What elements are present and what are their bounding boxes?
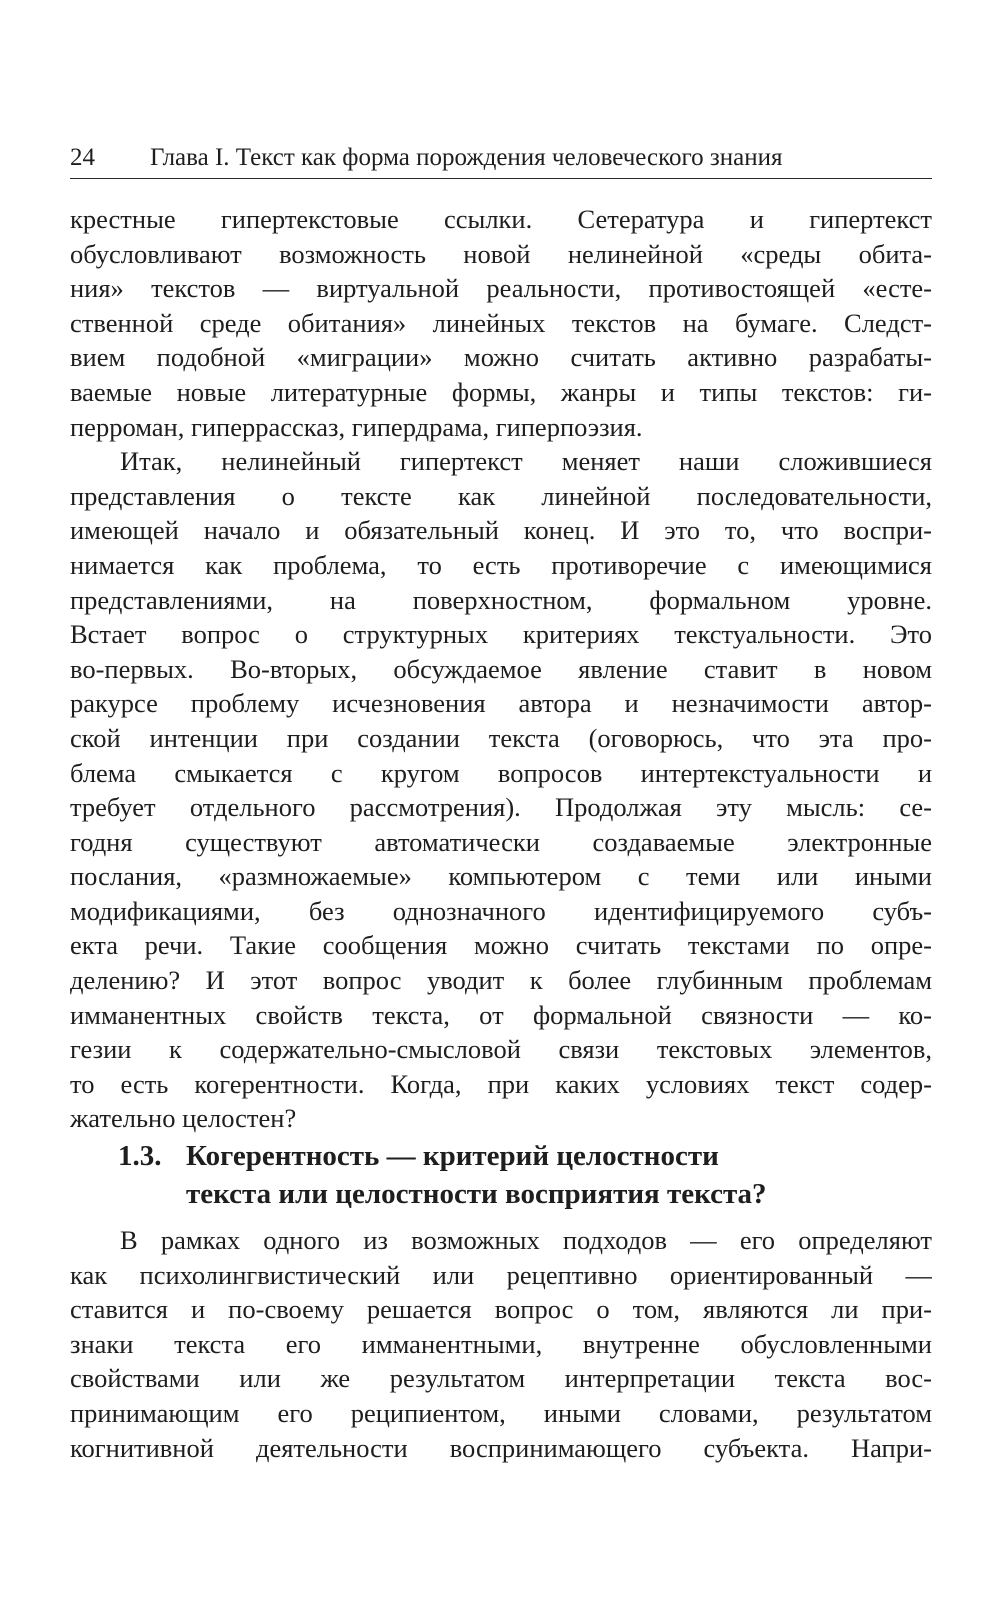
text-line: жательно целостен? bbox=[70, 1103, 297, 1134]
section-heading bbox=[70, 1137, 932, 1213]
text-line: требует отдельного рассмотрения). Продолжая эту мысль: се- bbox=[70, 792, 932, 823]
text-line: ской интенции при создании текста (оговорюсь, что эта про- bbox=[70, 722, 932, 753]
text-line: годня существуют автоматически создаваемые электронные bbox=[70, 826, 932, 857]
text-line: перроман, гиперрассказ, гипердрама, гиперпоэзия. bbox=[70, 411, 643, 442]
text-line: принимающим его реципиентом, иными словами, результатом bbox=[70, 1397, 932, 1428]
paragraph bbox=[70, 202, 932, 444]
text-line: свойствами или же результатом интерпретации текста вос- bbox=[70, 1363, 932, 1394]
text-line: имеющей начало и обязательный конец. И это то, что воспри- bbox=[70, 515, 932, 546]
page-number: 24 bbox=[70, 144, 95, 171]
body-text bbox=[70, 202, 932, 1136]
book-page bbox=[70, 0, 932, 1601]
section-body-text bbox=[70, 1223, 932, 1465]
text-line: во-первых. Во-вторых, обсуждаемое явление ставит в новом bbox=[70, 653, 932, 684]
text-line: гезии к содержательно-смысловой связи текстовых элементов, bbox=[70, 1034, 932, 1065]
text-line: ставится и по-своему решается вопрос о том, являются ли при- bbox=[70, 1294, 932, 1325]
text-line: крестные гипертекстовые ссылки. Сетература и гипертекст bbox=[70, 204, 932, 234]
text-line: модификациями, без однозначного идентифицируемого субъ- bbox=[70, 895, 932, 926]
text-line: ния» текстов — виртуальной реальности, противостоящей «есте- bbox=[70, 273, 932, 304]
running-head bbox=[70, 142, 932, 179]
text-line: ваемые новые литературные формы, жанры и типы текстов: ги- bbox=[70, 376, 932, 407]
text-line: обусловливают возможность новой нелинейной «среды обита- bbox=[70, 238, 932, 269]
text-line: Встает вопрос о структурных критериях текстуальности. Это bbox=[70, 619, 932, 650]
text-line: имманентных свойств текста, от формальной связности — ко- bbox=[70, 999, 932, 1030]
section-title-line: текста или целостности восприятия текста? bbox=[186, 1178, 767, 1210]
chapter-title: Глава I. Текст как форма порождения человеческого знания bbox=[150, 144, 783, 171]
paragraph bbox=[70, 1223, 932, 1465]
paragraph bbox=[70, 444, 932, 1136]
text-line: делению? И этот вопрос уводит к более глубинным проблемам bbox=[70, 965, 932, 996]
text-line: представлениями, на поверхностном, формальном уровне. bbox=[70, 584, 932, 615]
text-line: Итак, нелинейный гипертекст меняет наши сложившиеся bbox=[120, 446, 932, 477]
text-line: вием подобной «миграции» можно считать активно разрабаты- bbox=[70, 342, 932, 373]
text-line: как психолингвистический или рецептивно ориентированный — bbox=[70, 1259, 932, 1290]
text-line: ственной среде обитания» линейных текстов на бумаге. Следст- bbox=[70, 307, 932, 338]
text-line: екта речи. Такие сообщения можно считать текстами по опре- bbox=[70, 930, 932, 961]
text-line: знаки текста его имманентными, внутренне обусловленными bbox=[70, 1328, 932, 1359]
text-line: В рамках одного из возможных подходов — его определяют bbox=[120, 1225, 932, 1255]
text-line: ракурсе проблему исчезновения автора и незначимости автор- bbox=[70, 688, 932, 719]
text-line: представления о тексте как линейной последовательности, bbox=[70, 480, 932, 511]
text-line: блема смыкается с кругом вопросов интертекстуальности и bbox=[70, 757, 932, 788]
text-line: когнитивной деятельности воспринимающего субъекта. Напри- bbox=[70, 1432, 932, 1463]
section-number: 1.3. bbox=[118, 1140, 162, 1172]
section-title-line: Когерентность — критерий целостности bbox=[186, 1140, 719, 1172]
text-line: нимается как проблема, то есть противоречие с имеющимися bbox=[70, 549, 932, 580]
text-line: то есть когерентности. Когда, при каких условиях текст содер- bbox=[70, 1068, 932, 1099]
text-line: послания, «размножаемые» компьютером с теми или иными bbox=[70, 861, 932, 892]
